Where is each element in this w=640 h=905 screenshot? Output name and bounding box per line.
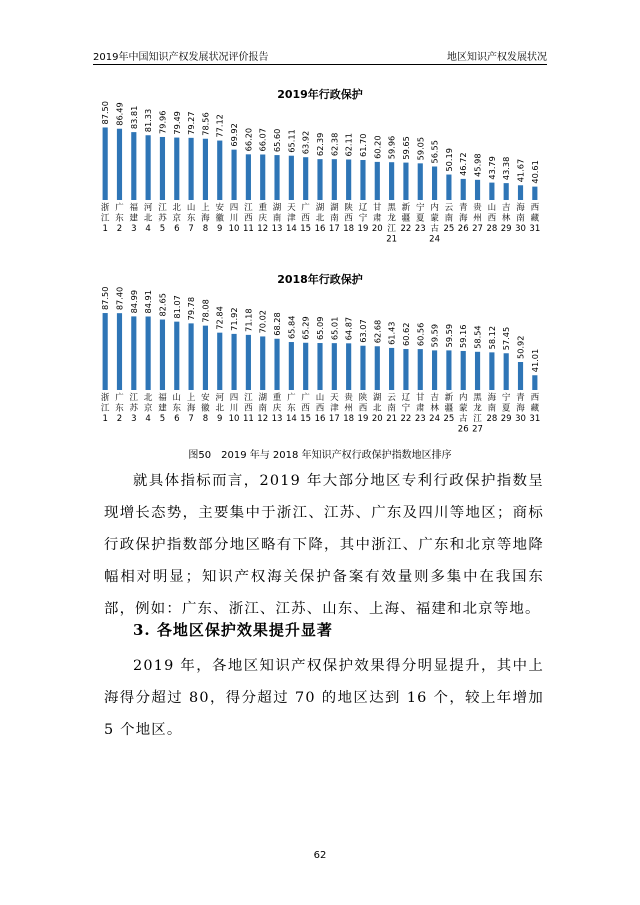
category-label: 新疆 25	[443, 393, 455, 424]
data-label: 60.20	[372, 135, 383, 159]
data-label: 84.99	[128, 289, 139, 314]
data-label: 56.55	[429, 140, 440, 164]
data-label: 41.01	[529, 348, 540, 373]
category-label: 广西 15	[300, 393, 312, 424]
section-heading: 3. 各地区保护效果提升显著	[133, 621, 333, 639]
bar	[174, 138, 179, 200]
data-label: 46.72	[458, 152, 469, 176]
category-label: 贵州 18	[343, 393, 355, 424]
bar	[504, 183, 509, 200]
data-label: 72.84	[214, 306, 225, 330]
bar	[260, 336, 265, 390]
category-label: 湖北 20	[371, 393, 383, 424]
category-label: 江西 11	[242, 203, 254, 234]
data-label: 79.96	[157, 110, 168, 134]
bar	[289, 342, 294, 390]
bar	[532, 375, 537, 390]
bar	[360, 346, 365, 390]
category-label: 湖南 13	[271, 203, 283, 234]
data-label: 87.50	[100, 101, 111, 125]
bar	[203, 326, 208, 390]
category-label: 河北 9	[215, 393, 224, 424]
category-label: 安徽 9	[215, 203, 224, 234]
data-label: 79.78	[186, 296, 197, 321]
data-label: 62.39	[315, 132, 325, 157]
bar	[203, 139, 208, 200]
bar	[360, 160, 365, 200]
data-label: 62.68	[372, 319, 383, 344]
category-label: 内蒙古 24	[429, 203, 440, 245]
chart-2018-admin-protection	[80, 265, 560, 440]
data-label: 65.84	[286, 315, 297, 340]
category-label: 云南 25	[443, 203, 455, 234]
bar	[432, 350, 437, 390]
category-label: 贵州 27	[472, 203, 483, 234]
data-label: 68.28	[272, 312, 283, 336]
bar	[504, 353, 509, 390]
bar	[346, 343, 351, 390]
category-label: 浙江 1	[100, 203, 110, 234]
data-label: 50.19	[443, 148, 454, 172]
category-label: 天津 17	[328, 393, 340, 424]
category-label: 云南 21	[386, 393, 398, 424]
bar	[274, 155, 279, 200]
data-label: 59.05	[415, 136, 426, 161]
header-report-title: 2019年中国知识产权发展状况评价报告	[93, 52, 269, 63]
category-label: 陕西 19	[357, 393, 369, 424]
category-label: 福建 3	[129, 203, 139, 234]
data-label: 79.27	[186, 111, 197, 135]
data-label: 86.49	[114, 102, 125, 126]
data-label: 81.33	[143, 108, 154, 133]
category-label: 重庆 13	[271, 393, 283, 424]
category-label: 新疆 22	[400, 203, 412, 234]
data-label: 63.92	[300, 130, 311, 155]
data-label: 59.59	[429, 323, 440, 348]
bar	[332, 159, 337, 200]
header-section-title: 地区知识产权发展状况	[447, 52, 547, 63]
category-label: 甘肃 23	[414, 393, 426, 424]
bar	[375, 346, 380, 390]
category-label: 上海 7	[186, 393, 196, 424]
bar	[418, 349, 423, 390]
data-label: 57.45	[501, 326, 512, 351]
data-label: 62.38	[329, 132, 340, 157]
bar	[231, 150, 236, 200]
data-label: 65.11	[286, 129, 297, 153]
data-label: 59.96	[386, 135, 397, 160]
category-label: 北京 6	[172, 203, 182, 234]
chart-title: 2019年行政保护	[277, 88, 363, 101]
category-label: 宁夏 29	[500, 393, 512, 424]
data-label: 70.02	[257, 309, 268, 334]
bar	[160, 320, 165, 390]
category-label: 内蒙古 26	[457, 393, 469, 435]
data-label: 71.92	[229, 307, 240, 331]
category-label: 湖南 17	[328, 203, 340, 234]
category-label: 广西 15	[300, 203, 312, 234]
category-label: 陕西 18	[343, 203, 355, 234]
data-label: 65.29	[300, 316, 311, 340]
bar	[174, 322, 179, 390]
bar	[303, 157, 308, 200]
category-label: 河北 4	[143, 203, 153, 234]
data-label: 87.50	[100, 286, 111, 311]
body-paragraph-2: 2019 年，各地区知识产权保护效果得分明显提升，其中上海得分超过 80，得分超过 70 的地区达到 16 个，较上年增加 5 个地区。	[104, 658, 544, 738]
category-label: 吉林 24	[429, 393, 440, 424]
bar	[432, 167, 437, 200]
category-label: 山西 16	[314, 393, 326, 424]
bar	[246, 154, 251, 200]
bar	[446, 350, 451, 390]
data-label: 69.92	[229, 123, 240, 147]
bar	[446, 175, 451, 200]
bar	[461, 351, 466, 390]
bar	[217, 333, 222, 390]
bar	[317, 343, 322, 390]
bar	[317, 159, 322, 200]
bar	[403, 163, 408, 200]
data-label: 59.59	[443, 323, 454, 348]
bar	[475, 180, 480, 200]
data-label: 45.98	[472, 153, 483, 177]
bar	[332, 343, 337, 390]
data-label: 78.56	[200, 112, 211, 136]
category-label: 青海 26	[457, 203, 469, 234]
data-label: 43.79	[486, 156, 497, 180]
figure-caption: 图50 2019 年与 2018 年知识产权行政保护指数地区排序	[188, 450, 452, 461]
chart-2019-admin-protection	[80, 80, 560, 250]
category-label: 安徽 8	[201, 393, 210, 424]
bar	[389, 348, 394, 390]
category-label: 辽宁 22	[400, 393, 412, 424]
category-label: 北京 4	[143, 393, 153, 424]
bar	[246, 335, 251, 390]
bar	[260, 154, 265, 200]
category-label: 天津 14	[285, 203, 297, 234]
page-number: 62	[313, 850, 327, 861]
category-label: 宁夏 23	[414, 203, 426, 234]
data-label: 58.54	[472, 325, 483, 349]
bar	[389, 162, 394, 200]
data-label: 71.18	[243, 308, 254, 332]
bar	[518, 362, 523, 390]
category-label: 江西 11	[242, 393, 254, 424]
category-label: 海南 28	[486, 393, 498, 424]
bar	[189, 323, 194, 390]
category-label: 甘肃 20	[371, 203, 383, 234]
bar	[231, 334, 236, 390]
category-label: 海南 30	[515, 203, 526, 234]
data-label: 61.70	[357, 133, 368, 158]
bar	[475, 352, 480, 390]
bar	[489, 183, 494, 200]
bar	[189, 138, 194, 200]
data-label: 84.91	[143, 290, 154, 314]
category-label: 上海 8	[201, 203, 210, 234]
bar	[518, 185, 523, 200]
data-label: 60.56	[415, 322, 426, 347]
data-label: 65.09	[315, 316, 325, 341]
category-label: 吉林 29	[500, 203, 512, 234]
category-label: 江苏 5	[158, 203, 167, 234]
bar	[532, 187, 537, 200]
data-label: 59.65	[400, 136, 411, 160]
category-label: 四川 10	[228, 203, 240, 234]
bar	[131, 132, 136, 200]
data-label: 59.16	[458, 324, 469, 348]
data-label: 65.01	[329, 316, 340, 341]
data-label: 50.92	[515, 335, 526, 359]
data-label: 78.08	[200, 299, 211, 323]
bar	[289, 156, 294, 200]
category-label: 广东 2	[115, 203, 124, 234]
category-label: 西藏 31	[529, 393, 541, 424]
data-label: 63.07	[357, 319, 368, 343]
data-label: 43.38	[501, 156, 512, 181]
data-label: 61.43	[386, 321, 397, 345]
data-label: 66.07	[257, 128, 268, 152]
data-label: 64.87	[343, 316, 354, 341]
category-label: 山东 7	[186, 203, 196, 234]
bar	[146, 317, 151, 390]
category-label: 黑龙江 27	[472, 393, 483, 435]
bar	[217, 141, 222, 200]
category-label: 广东 14	[285, 393, 297, 424]
bar	[418, 163, 423, 200]
body-paragraph-1: 就具体指标而言，2019 年大部分地区专利行政保护指数呈现增长态势，主要集中于浙江、江苏、广东及四川等地区；商标行政保护指数部分地区略有下降，其中浙江、广东和北京等地降幅相对明显；知识产权海关保护备案有效量则多集中在我国东部，例如：广东、浙江、江苏、山东、上海、福建和北京等地。	[104, 473, 544, 617]
bar	[403, 349, 408, 390]
data-label: 41.67	[515, 158, 526, 183]
bar	[303, 343, 308, 390]
bar	[274, 339, 279, 390]
category-label: 湖南 12	[257, 393, 269, 424]
data-label: 62.11	[343, 133, 354, 157]
category-label: 辽宁 19	[357, 203, 369, 234]
chart-title: 2018年行政保护	[277, 273, 363, 286]
bar	[103, 127, 108, 200]
data-label: 83.81	[128, 105, 139, 130]
category-label: 湖北 16	[314, 203, 326, 234]
bar	[103, 313, 108, 390]
category-label: 西藏 31	[529, 203, 541, 234]
data-label: 65.60	[272, 128, 283, 153]
category-label: 四川 10	[228, 393, 240, 424]
data-label: 60.62	[400, 322, 411, 347]
bar	[346, 159, 351, 200]
data-label: 82.65	[157, 293, 168, 317]
bar	[146, 135, 151, 200]
data-label: 58.12	[486, 325, 497, 350]
category-label: 山西 28	[486, 203, 498, 234]
category-label: 江苏 3	[129, 393, 139, 424]
data-label: 81.07	[171, 295, 182, 319]
bar	[117, 313, 122, 390]
category-label: 浙江 1	[100, 393, 110, 424]
category-label: 黑龙江 21	[386, 203, 398, 245]
data-label: 66.20	[243, 127, 254, 152]
page-header	[93, 46, 547, 65]
category-label: 广东 2	[115, 393, 124, 424]
category-label: 青海 30	[515, 393, 526, 424]
data-label: 87.40	[114, 286, 125, 311]
bar	[489, 352, 494, 390]
category-label: 重庆 12	[257, 203, 269, 234]
bar	[160, 137, 165, 200]
data-label: 79.49	[171, 111, 182, 135]
bar	[117, 129, 122, 200]
data-label: 77.12	[214, 114, 225, 138]
category-label: 山东 6	[172, 393, 182, 424]
bar	[131, 316, 136, 390]
bar	[461, 179, 466, 200]
bar	[375, 162, 380, 200]
data-label: 40.61	[529, 160, 540, 184]
category-label: 福建 5	[158, 393, 167, 424]
